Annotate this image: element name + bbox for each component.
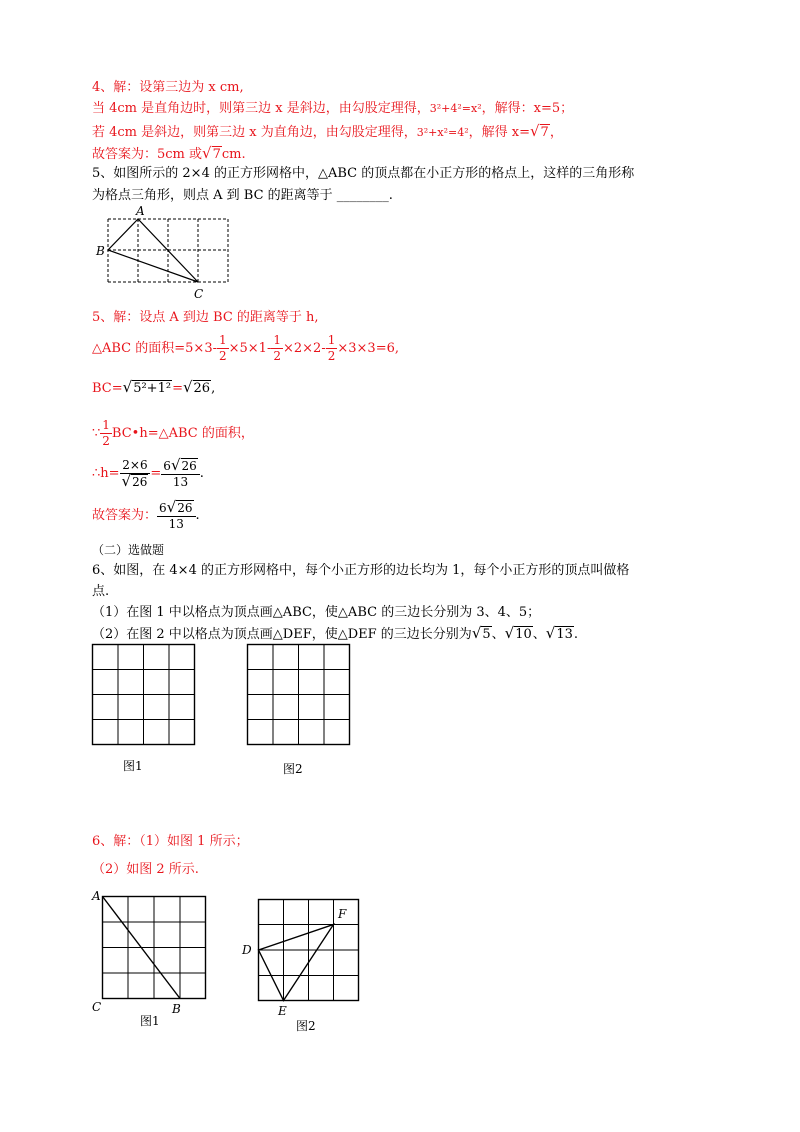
q6-solution-line1: 6、解：（1）如图 1 所示； [92, 834, 249, 849]
fraction-half: $\frac{1}{2}$ [273, 333, 281, 363]
fig1-caption: 图1 [123, 759, 143, 773]
q5-area-formula: △ABC 的面积=5×3- $\frac{1}{2}$ ×5×1- $\frac{1}{2}$ ×2×2- $\frac{1}{2}$ ×3×3=6, [92, 333, 399, 363]
q6-text-line2: 点. [92, 584, 110, 599]
q4-solution-line2: 当 4cm 是直角边时，则第三边 x 是斜边，由勾股定理得，3²+4²=x²，解得：x=5； [92, 101, 574, 116]
q5-text-line1: 5、如图所示的 2×4 的正方形网格中，△ABC 的顶点都在小正方形的格点上，这样的三角形称 [92, 166, 635, 181]
q6-text-line1: 6、如图，在 4×4 的正方形网格中，每个小正方形的边长均为 1，每个小正方形的顶点叫做格 [92, 563, 630, 578]
label-e: E [278, 1004, 287, 1018]
q5-because-line: ∵ $\frac{1}{2}$ BC•h=△ABC 的面积， [92, 418, 254, 448]
q6-solution-figure-1 [92, 890, 212, 1020]
q5-grid-figure [96, 204, 246, 300]
sqrt-26: √26 [182, 378, 211, 396]
q6-part2: （2）在图 2 中以格点为顶点画△DEF，使△DEF 的三边长分别为√5、√10、√13. [92, 624, 579, 642]
fraction-answer: $\frac{6√26}{13}$ [157, 500, 195, 532]
label-b: B [172, 1002, 181, 1016]
sqrt-7: √7 [529, 122, 549, 140]
q5-answer: 故答案为： $\frac{6√26}{13}$ . [92, 497, 200, 531]
q5-text-line2: 为格点三角形，则点 A 到 BC 的距离等于 ________. [92, 188, 393, 203]
q4-solution-line1: 4、解：设第三边为 x cm, [92, 80, 244, 95]
sqrt-7: √7 [202, 144, 221, 162]
sqrt-5: √5 [471, 624, 491, 642]
fraction-half: $\frac{1}{2}$ [218, 333, 227, 363]
label-f: F [338, 907, 347, 921]
q6-grid-figure-2 [247, 644, 351, 746]
solution-fig2-caption: 图2 [296, 1019, 316, 1033]
fraction-h1: $\frac{2\times 6}{√26}$ [120, 458, 151, 490]
solution-fig1-caption: 图1 [140, 1014, 160, 1028]
label-d: D [242, 943, 252, 957]
fraction-h2: $\frac{6√26}{13}$ [161, 458, 199, 490]
label-b: B [96, 244, 105, 258]
section-title: （二）选做题 [92, 543, 165, 557]
fraction-half: $\frac{1}{2}$ [327, 333, 336, 363]
q5-bc-length: BC=√5²+1²=√26, [92, 378, 216, 396]
label-c: C [92, 1000, 102, 1014]
q6-solution-figure-2 [240, 896, 370, 1026]
q4-equation-1: 3²+4²=x² [429, 102, 482, 115]
sqrt-5sq-1sq: √5²+1² [122, 378, 172, 396]
q6-solution-line2: （2）如图 2 所示. [92, 862, 199, 877]
fraction-half: $\frac{1}{2}$ [102, 418, 110, 448]
q5-therefore-line: ∴h= $\frac{2\times 6}{√26}$ = $\frac{6√26}{13}$ . [92, 455, 204, 490]
sqrt-10: √10 [504, 624, 532, 642]
q6-part1: （1）在图 1 中以格点为顶点画△ABC，使△ABC 的三边长分别为 3、4、5； [92, 605, 541, 620]
q5-solution-line1: 5、解：设点 A 到边 BC 的距离等于 h, [92, 310, 319, 325]
q4-answer: 故答案为：5cm 或√7cm. [92, 144, 246, 162]
q6-grid-figure-1 [92, 644, 196, 746]
label-c: C [194, 287, 204, 301]
q4-equation-2: 3²+x²=4² [416, 126, 469, 139]
label-a: A [92, 889, 101, 903]
q4-solution-line3: 若 4cm 是斜边，则第三边 x 为直角边，由勾股定理得，3²+x²=4²，解得 x=√7， [92, 122, 563, 140]
fig2-caption: 图2 [283, 762, 303, 776]
sqrt-13: √13 [545, 624, 573, 642]
label-a: A [136, 204, 145, 218]
